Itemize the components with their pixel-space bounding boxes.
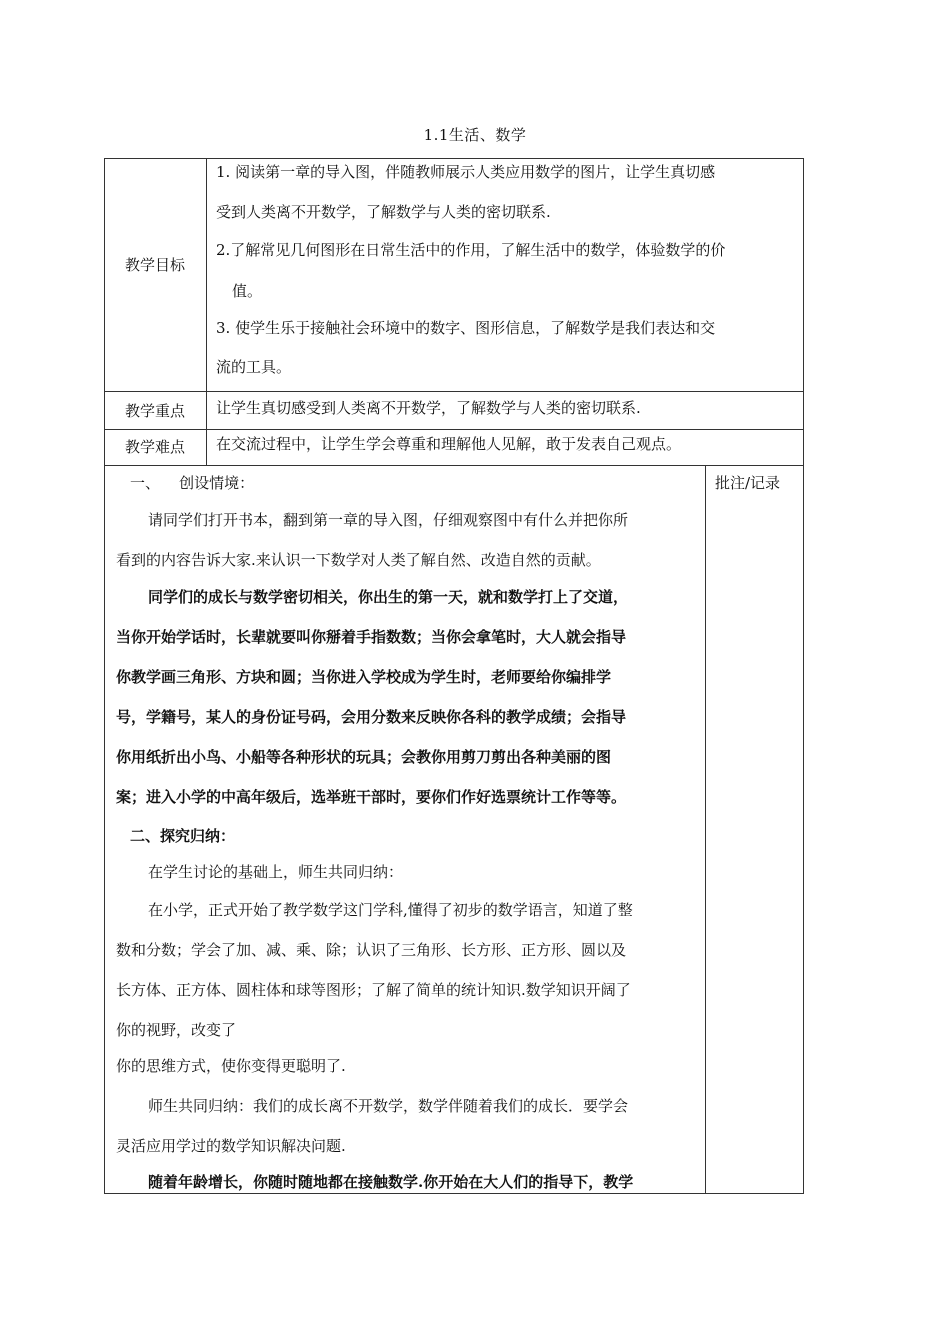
key-points-label: 教学重点 (124, 402, 185, 420)
paragraph-line: 在学生讨论的基础上，师生共同归纳： (148, 863, 404, 881)
label-column-divider (206, 158, 207, 465)
key-points-text: 让学生真切感受到人类离不开数学，了解数学与人类的密切联系. (216, 399, 641, 417)
section-heading: 二、探究归纳： (130, 827, 236, 845)
notes-label: 批注/记录 (715, 474, 781, 492)
paragraph-line: 数和分数；学会了加、减、乘、除；认识了三角形、长方形、正方形、圆以及 (116, 941, 627, 959)
bold-paragraph-line: 当你开始学话时，长辈就要叫你掰着手指数数；当你会拿笔时，大人就会指导 (116, 628, 627, 646)
objective-line: 流的工具。 (216, 358, 292, 376)
paragraph-line: 你的视野，改变了 (116, 1021, 237, 1039)
objectives-label: 教学目标 (124, 256, 185, 274)
row-divider (104, 465, 804, 466)
difficulties-label: 教学难点 (124, 438, 185, 456)
section-heading: 一、 创设情境： (130, 474, 255, 492)
bold-paragraph-line: 你用纸折出小鸟、小船等各种形状的玩具；会教你用剪刀剪出各种美丽的图 (116, 748, 612, 766)
objective-line: 受到人类离不开数学，了解数学与人类的密切联系. (216, 203, 551, 221)
row-divider (104, 429, 804, 430)
objective-line: 1. 阅读第一章的导入图，伴随教师展示人类应用数学的图片，让学生真切感 (216, 163, 716, 181)
row-divider (104, 391, 804, 392)
bold-paragraph-line: 号，学籍号，某人的身份证号码，会用分数来反映你各科的教学成绩；会指导 (116, 708, 627, 726)
bold-paragraph-line: 随着年龄增长，你随时随地都在接触数学.你开始在大人们的指导下，教学 (148, 1173, 634, 1191)
paragraph-line: 长方体、正方体、圆柱体和球等图形；了解了简单的统计知识.数学知识开阔了 (116, 981, 631, 999)
paragraph-line: 看到的内容告诉大家.来认识一下数学对人类了解自然、改造自然的贡献。 (116, 551, 601, 569)
objective-line: 2.了解常见几何图形在日常生活中的作用，了解生活中的数学，体验数学的价 (216, 241, 726, 259)
bold-paragraph-line: 同学们的成长与数学密切相关，你出生的第一天，就和数学打上了交道， (148, 588, 629, 606)
difficulties-text: 在交流过程中，让学生学会尊重和理解他人见解，敢于发表自己观点。 (216, 435, 682, 453)
paragraph-line: 灵活应用学过的数学知识解决问题. (116, 1137, 346, 1155)
paragraph-line: 师生共同归纳：我们的成长离不开数学，数学伴随着我们的成长．要学会 (148, 1097, 629, 1115)
objective-line: 值。 (232, 282, 263, 300)
paragraph-line: 你的思维方式，使你变得更聪明了. (116, 1057, 346, 1075)
notes-column-divider (705, 465, 706, 1194)
page-title: 1.1生活、数学 (423, 126, 527, 144)
paragraph-line: 请同学们打开书本，翻到第一章的导入图，仔细观察图中有什么并把你所 (148, 511, 629, 529)
bold-paragraph-line: 你教学画三角形、方块和圆；当你进入学校成为学生时，老师要给你编排学 (116, 668, 612, 686)
paragraph-line: 在小学，正式开始了教学数学这门学科,懂得了初步的数学语言，知道了整 (148, 901, 633, 919)
bold-paragraph-line: 案；进入小学的中高年级后，选举班干部时，要你们作好选票统计工作等等。 (116, 788, 627, 806)
objective-line: 3. 使学生乐于接触社会环境中的数字、图形信息，了解数学是我们表达和交 (216, 319, 716, 337)
